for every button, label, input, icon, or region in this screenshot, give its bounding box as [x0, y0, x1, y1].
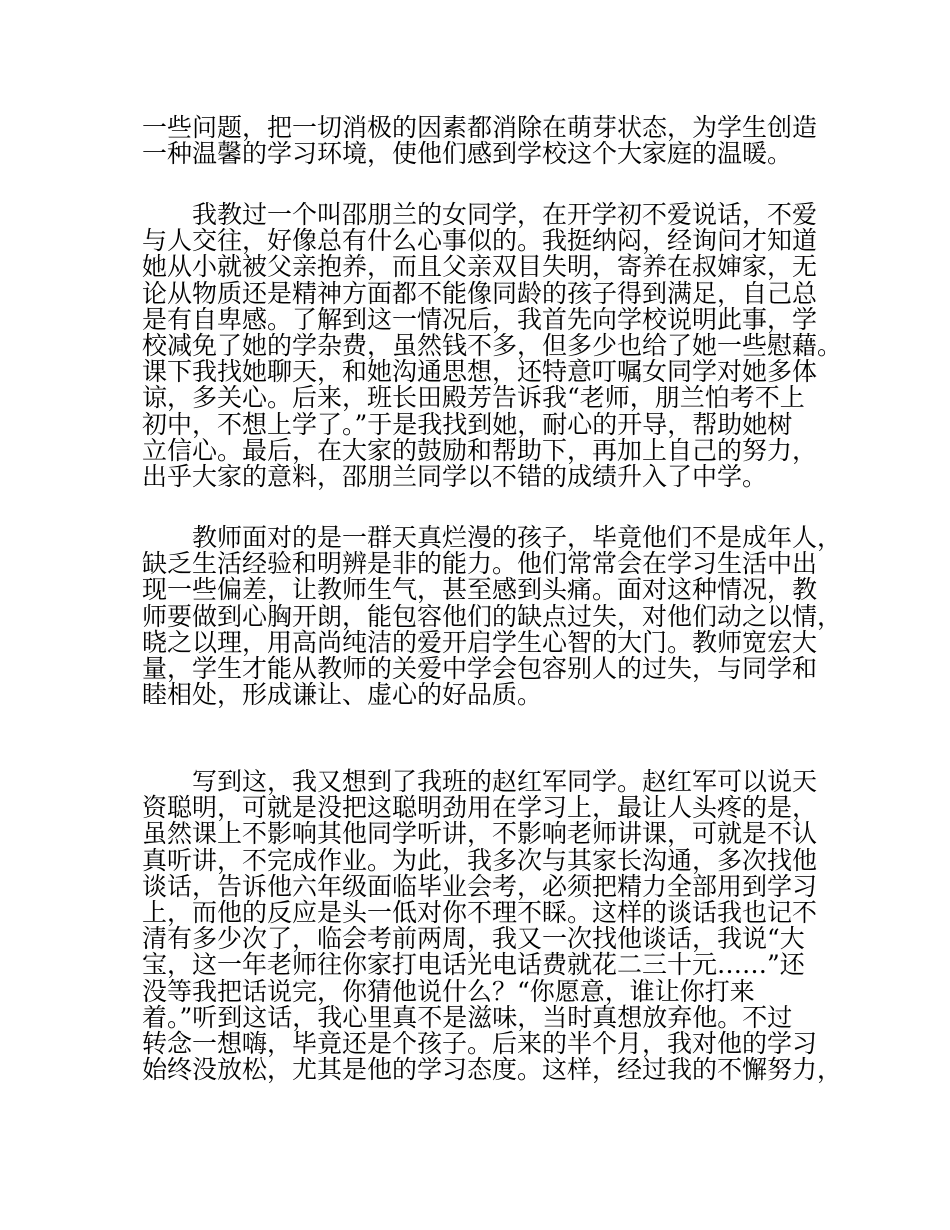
- paragraph-line: 清有多少次了，临会考前两周，我又一次找他谈话，我说“大: [142, 924, 805, 954]
- paragraph-line: 是有自卑感。了解到这一情况后，我首先向学校说明此事，学: [142, 304, 818, 334]
- paragraph-line: 转念一想嗨，毕竟还是个孩子。后来的半个月，我对他的学习: [142, 1028, 818, 1058]
- paragraph-line: 量，学生才能从教师的关爱中学会包容别人的过失，与同学和: [142, 653, 818, 683]
- paragraph-line: 出乎大家的意料，邵朋兰同学以不错的成绩升入了中学。: [142, 461, 768, 491]
- paragraph-line: 现一些偏差，让教师生气，甚至感到头痛。面对这种情况，教: [142, 575, 818, 605]
- paragraph-line: 谅，多关心。后来，班长田殿芳告诉我“老师，朋兰怕考不上: [142, 383, 805, 413]
- paragraph-line: 睦相处，形成谦让、虚心的好品质。: [142, 680, 543, 710]
- paragraph-line: 宝，这一年老师往你家打电话光电话费就花二三十元……”还: [142, 950, 805, 980]
- paragraph-line: 立信心。最后，在大家的鼓励和帮助下，再加上自己的努力，: [142, 435, 818, 465]
- paragraph-line: 谈话，告诉他六年级面临毕业会考，必须把精力全部用到学习: [142, 871, 818, 901]
- paragraph-line: 与人交往，好像总有什么心事似的。我挺纳闷，经询问才知道: [142, 226, 818, 256]
- paragraph-line: 我教过一个叫邵朋兰的女同学，在开学初不爱说话，不爱: [192, 200, 818, 229]
- paragraph-line: 课下我找她聊天，和她沟通思想，还特意叮嘱女同学对她多体: [142, 357, 818, 387]
- paragraph-line: 校减免了她的学杂费，虽然钱不多，但多少也给了她一些慰藉。: [142, 330, 843, 360]
- paragraph-line: 上，而他的反应是头一低对你不理不睬。这样的谈话我也记不: [142, 897, 818, 927]
- paragraph-2: [142, 200, 843, 491]
- paragraph-line: 虽然课上不影响其他同学听讲，不影响老师讲课，可就是不认: [142, 819, 818, 849]
- paragraph-line: 始终没放松，尤其是他的学习态度。这样，经过我的不懈努力，: [142, 1055, 843, 1085]
- paragraph-line: 一种温馨的学习环境，使他们感到学校这个大家庭的温暖。: [142, 139, 793, 169]
- paragraph-line: 写到这，我又想到了我班的赵红军同学。赵红军可以说天: [192, 767, 818, 796]
- paragraph-line: 缺乏生活经验和明辨是非的能力。他们常常会在学习生活中出: [142, 549, 818, 579]
- paragraph-4: [142, 767, 843, 1085]
- paragraph-line: 资聪明，可就是没把这聪明劲用在学习上，最让人头疼的是，: [142, 793, 818, 823]
- paragraph-line: 她从小就被父亲抱养，而且父亲双目失明，寄养在叔婶家，无: [142, 252, 818, 282]
- paragraph-line: 没等我把话说完，你猜他说什么？“你愿意，谁让你打来: [142, 976, 755, 1006]
- paragraph-line: 师要做到心胸开朗，能包容他们的缺点过失，对他们动之以情，: [142, 601, 843, 631]
- paragraph-line: 教师面对的是一群天真烂漫的孩子，毕竟他们不是成年人，: [192, 523, 843, 552]
- paragraph-line: 一些问题，把一切消极的因素都消除在萌芽状态，为学生创造: [142, 113, 818, 142]
- paragraph-line: 晓之以理，用高尚纯洁的爱开启学生心智的大门。教师宽宏大: [142, 627, 818, 657]
- paragraph-line: 论从物质还是精神方面都不能像同龄的孩子得到满足，自己总: [142, 278, 818, 308]
- paragraph-line: 初中，不想上学了。”于是我找到她，耐心的开导，帮助她树: [142, 409, 793, 439]
- paragraph-line: 真听讲，不完成作业。为此，我多次与其家长沟通，多次找他: [142, 845, 818, 875]
- paragraph-3: [142, 523, 843, 710]
- paragraph-line: 着。”听到这话，我心里真不是滋味，当时真想放弃他。不过: [142, 1002, 793, 1032]
- paragraph-1: [142, 115, 832, 167]
